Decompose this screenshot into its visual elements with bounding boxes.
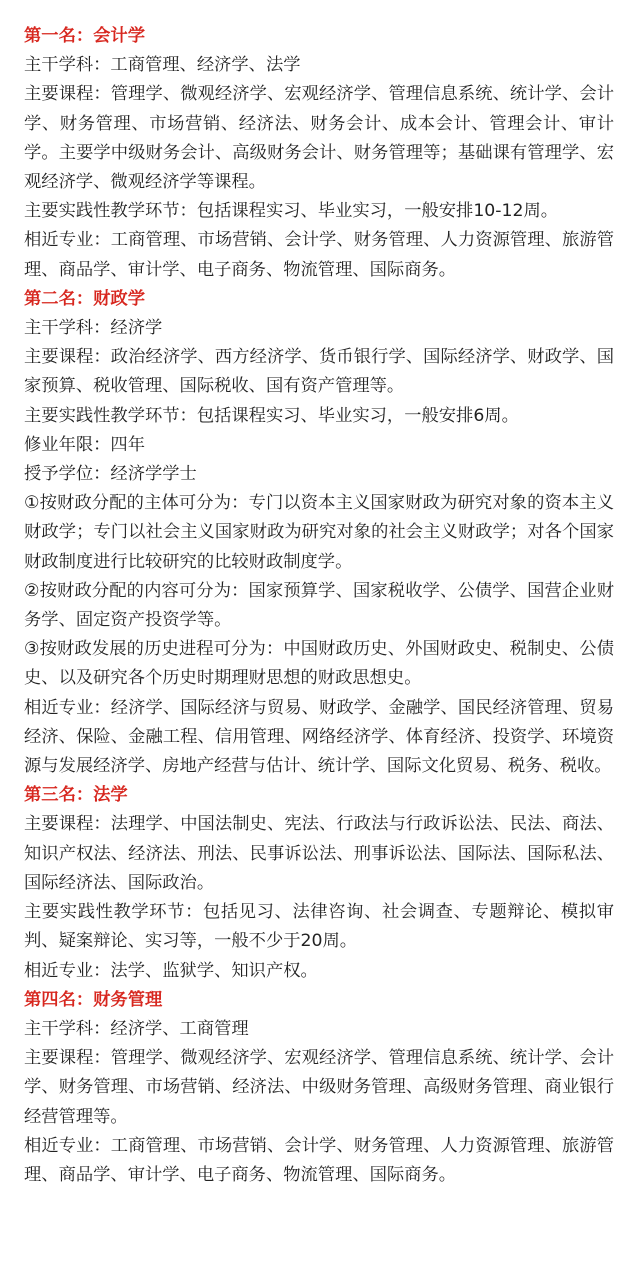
paragraph: 授予学位：经济学学士: [24, 464, 197, 485]
paragraph: 相近专业：工商管理、市场营销、会计学、财务管理、人力资源管理、旅游管理、商品学、审计学、电子商务、物流管理、国际商务。: [24, 230, 614, 280]
paragraph: ③按财政发展的历史进程可分为：中国财政历史、外国财政史、税制史、公债史、以及研究各个历史时期理财思想的财政思想史。: [24, 639, 614, 689]
paragraph: 主干学科：经济学: [24, 318, 163, 339]
section-accounting: [24, 22, 614, 285]
paragraph: ②按财政分配的内容可分为：国家预算学、国家税收学、公债学、国营企业财务学、固定资产投资学等。: [24, 580, 614, 631]
paragraph: 主要课程：政治经济学、西方经济学、货币银行学、国际经济学、财政学、国家预算、税收管理、国际税收、国有资产管理等。: [24, 347, 614, 397]
paragraph: 相近专业：经济学、国际经济与贸易、财政学、金融学、国民经济管理、贸易经济、保险、金融工程、信用管理、网络经济学、体育经济、投资学、环境资源与发展经济学、房地产经营与估计、统计学、国际文化贸易、税务、税收。: [24, 697, 614, 777]
section-heading: 第三名：法学: [24, 785, 128, 806]
section-heading: 第四名：财务管理: [24, 989, 163, 1010]
paragraph: 相近专业：法学、监狱学、知识产权。: [24, 960, 318, 981]
paragraph: 主要实践性教学环节：包括课程实习、毕业实习，一般安排10-12周。: [24, 201, 559, 222]
section-financial-management: [24, 986, 614, 1190]
paragraph: 主干学科：经济学、工商管理: [24, 1018, 249, 1039]
paragraph: 主要实践性教学环节：包括见习、法律咨询、社会调查、专题辩论、模拟审判、疑案辩论、实习等，一般不少于20周。: [24, 902, 614, 952]
paragraph: 主要课程：管理学、微观经济学、宏观经济学、管理信息系统、统计学、会计学、财务管理、市场营销、经济法、财务会计、成本会计、管理会计、审计学。主要学中级财务会计、高级财务会计、财务管理等；基础课有管理学、宏观经济学、微观经济学等课程。: [24, 84, 614, 193]
paragraph: 主要课程：管理学、微观经济学、宏观经济学、管理信息系统、统计学、会计学、财务管理、市场营销、经济法、中级财务管理、高级财务管理、商业银行经营管理等。: [24, 1048, 614, 1127]
section-heading: 第二名：财政学: [24, 288, 145, 309]
paragraph: 主要课程：法理学、中国法制史、宪法、行政法与行政诉讼法、民法、商法、知识产权法、经济法、刑法、民事诉讼法、刑事诉讼法、国际法、国际私法、国际经济法、国际政治。: [24, 814, 614, 893]
section-public-finance: [24, 285, 614, 781]
section-law: [24, 781, 614, 985]
paragraph: 相近专业：工商管理、市场营销、会计学、财务管理、人力资源管理、旅游管理、商品学、审计学、电子商务、物流管理、国际商务。: [24, 1135, 614, 1185]
paragraph: ①按财政分配的主体可分为：专门以资本主义国家财政为研究对象的资本主义财政学；专门以社会主义国家财政为研究对象的社会主义财政学；对各个国家财政制度进行比较研究的比较财政制度学。: [24, 493, 614, 572]
paragraph: 主要实践性教学环节：包括课程实习、毕业实习，一般安排6周。: [24, 405, 519, 426]
section-heading: 第一名：会计学: [24, 26, 145, 46]
paragraph: 主干学科：工商管理、经济学、法学: [24, 55, 301, 76]
paragraph: 修业年限：四年: [24, 434, 145, 455]
